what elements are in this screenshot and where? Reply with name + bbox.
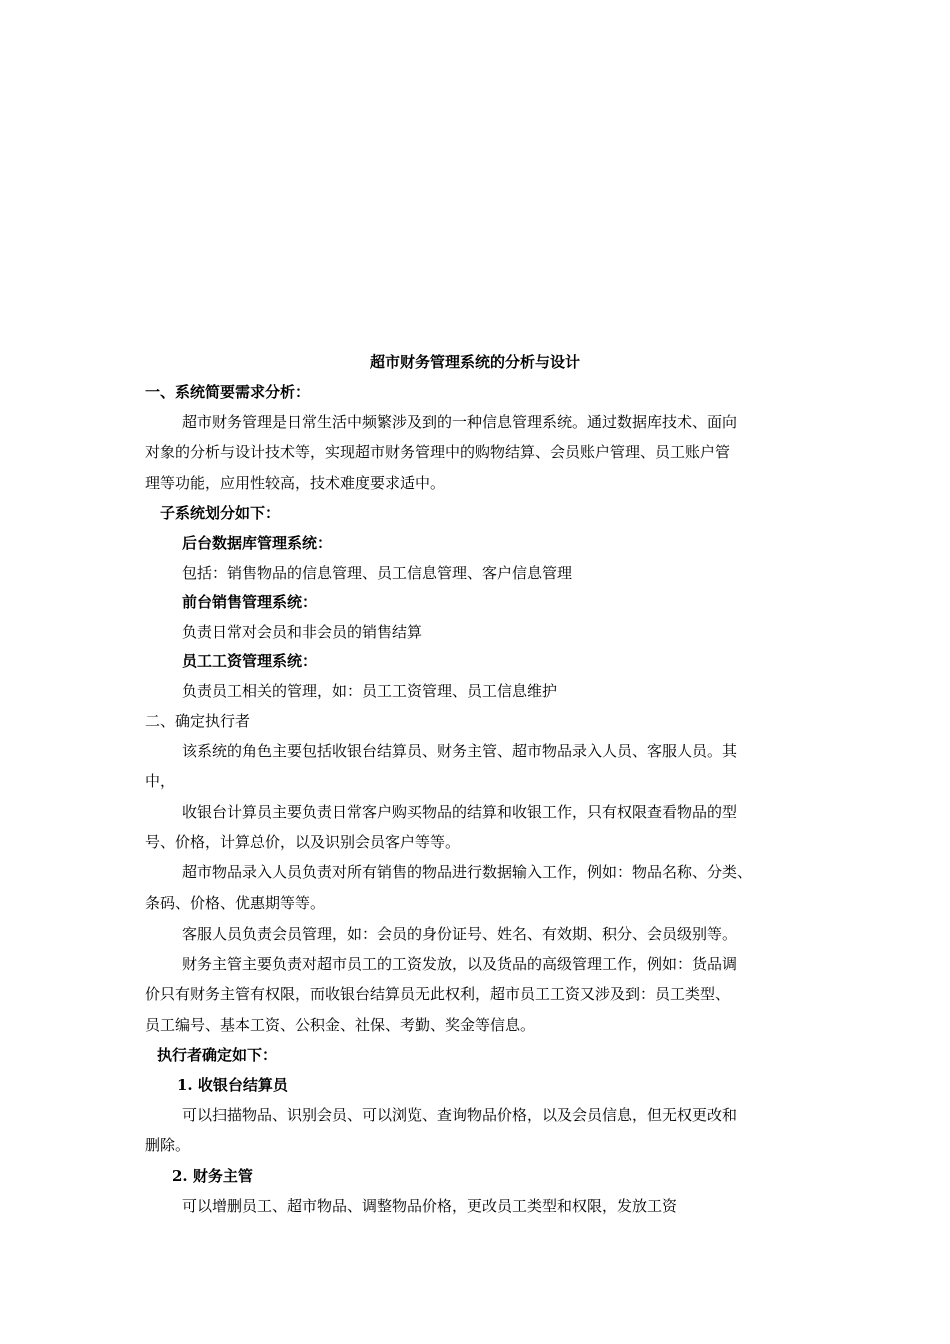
section2-para5-line3: 员工编号、基本工资、公积金、社保、考勤、奖金等信息。 (145, 1016, 536, 1034)
section2-para2-line1: 收银台计算员主要负责日常客户购买物品的结算和收银工作，只有权限查看物品的型 (182, 803, 738, 821)
subsystems-heading: 子系统划分如下： (160, 504, 281, 522)
section2-para5-line1: 财务主管主要负责对超市员工的工资发放，以及货品的高级管理工作，例如：货品调 (182, 955, 738, 973)
section2-para3-line2: 条码、价格、优惠期等等。 (145, 894, 326, 912)
section2-para1-line1: 该系统的角色主要包括收银台结算员、财务主管、超市物品录入人员、客服人员。其 (182, 742, 738, 760)
actor1-desc-line2: 删除。 (145, 1136, 191, 1154)
actor2-name: 2. 财务主管 (172, 1167, 253, 1185)
section1-para1-line3: 理等功能，应用性较高，技术难度要求适中。 (145, 474, 446, 492)
subsystem-name: 员工工资管理系统： (182, 652, 318, 670)
actor1-name: 1. 收银台结算员 (177, 1076, 288, 1094)
section1-para1-line1: 超市财务管理是日常生活中频繁涉及到的一种信息管理系统。通过数据库技术、面向 (182, 413, 738, 431)
section2-para1-line2: 中， (145, 772, 176, 790)
actor2-desc-line1: 可以增删员工、超市物品、调整物品价格，更改员工类型和权限，发放工资 (182, 1197, 678, 1215)
section2-para2-line2: 号、价格，计算总价，以及识别会员客户等等。 (145, 833, 461, 851)
subsystem-name: 后台数据库管理系统： (182, 534, 333, 552)
actors-heading: 执行者确定如下： (157, 1046, 278, 1064)
section1-heading: 一、系统简要需求分析： (145, 383, 311, 401)
actor1-desc-line1: 可以扫描物品、识别会员、可以浏览、查询物品价格，以及会员信息，但无权更改和 (182, 1106, 738, 1124)
section2-para4-line1: 客服人员负责会员管理，如：会员的身份证号、姓名、有效期、积分、会员级别等。 (182, 925, 738, 943)
section2-heading: 二、确定执行者 (145, 712, 251, 730)
subsystem-desc: 负责员工相关的管理，如：员工工资管理、员工信息维护 (182, 682, 558, 700)
section2-para3-line1: 超市物品录入人员负责对所有销售的物品进行数据输入工作，例如：物品名称、分类、 (182, 863, 753, 881)
section1-para1-line2: 对象的分析与设计技术等，实现超市财务管理中的购物结算、会员账户管理、员工账户管 (145, 443, 731, 461)
subsystem-desc: 包括：销售物品的信息管理、员工信息管理、客户信息管理 (182, 564, 573, 582)
subsystem-name: 前台销售管理系统： (182, 593, 318, 611)
subsystem-desc: 负责日常对会员和非会员的销售结算 (182, 623, 423, 641)
section2-para5-line2: 价只有财务主管有权限，而收银台结算员无此权利，超市员工工资又涉及到：员工类型、 (145, 985, 731, 1003)
document-title: 超市财务管理系统的分析与设计 (369, 353, 580, 371)
